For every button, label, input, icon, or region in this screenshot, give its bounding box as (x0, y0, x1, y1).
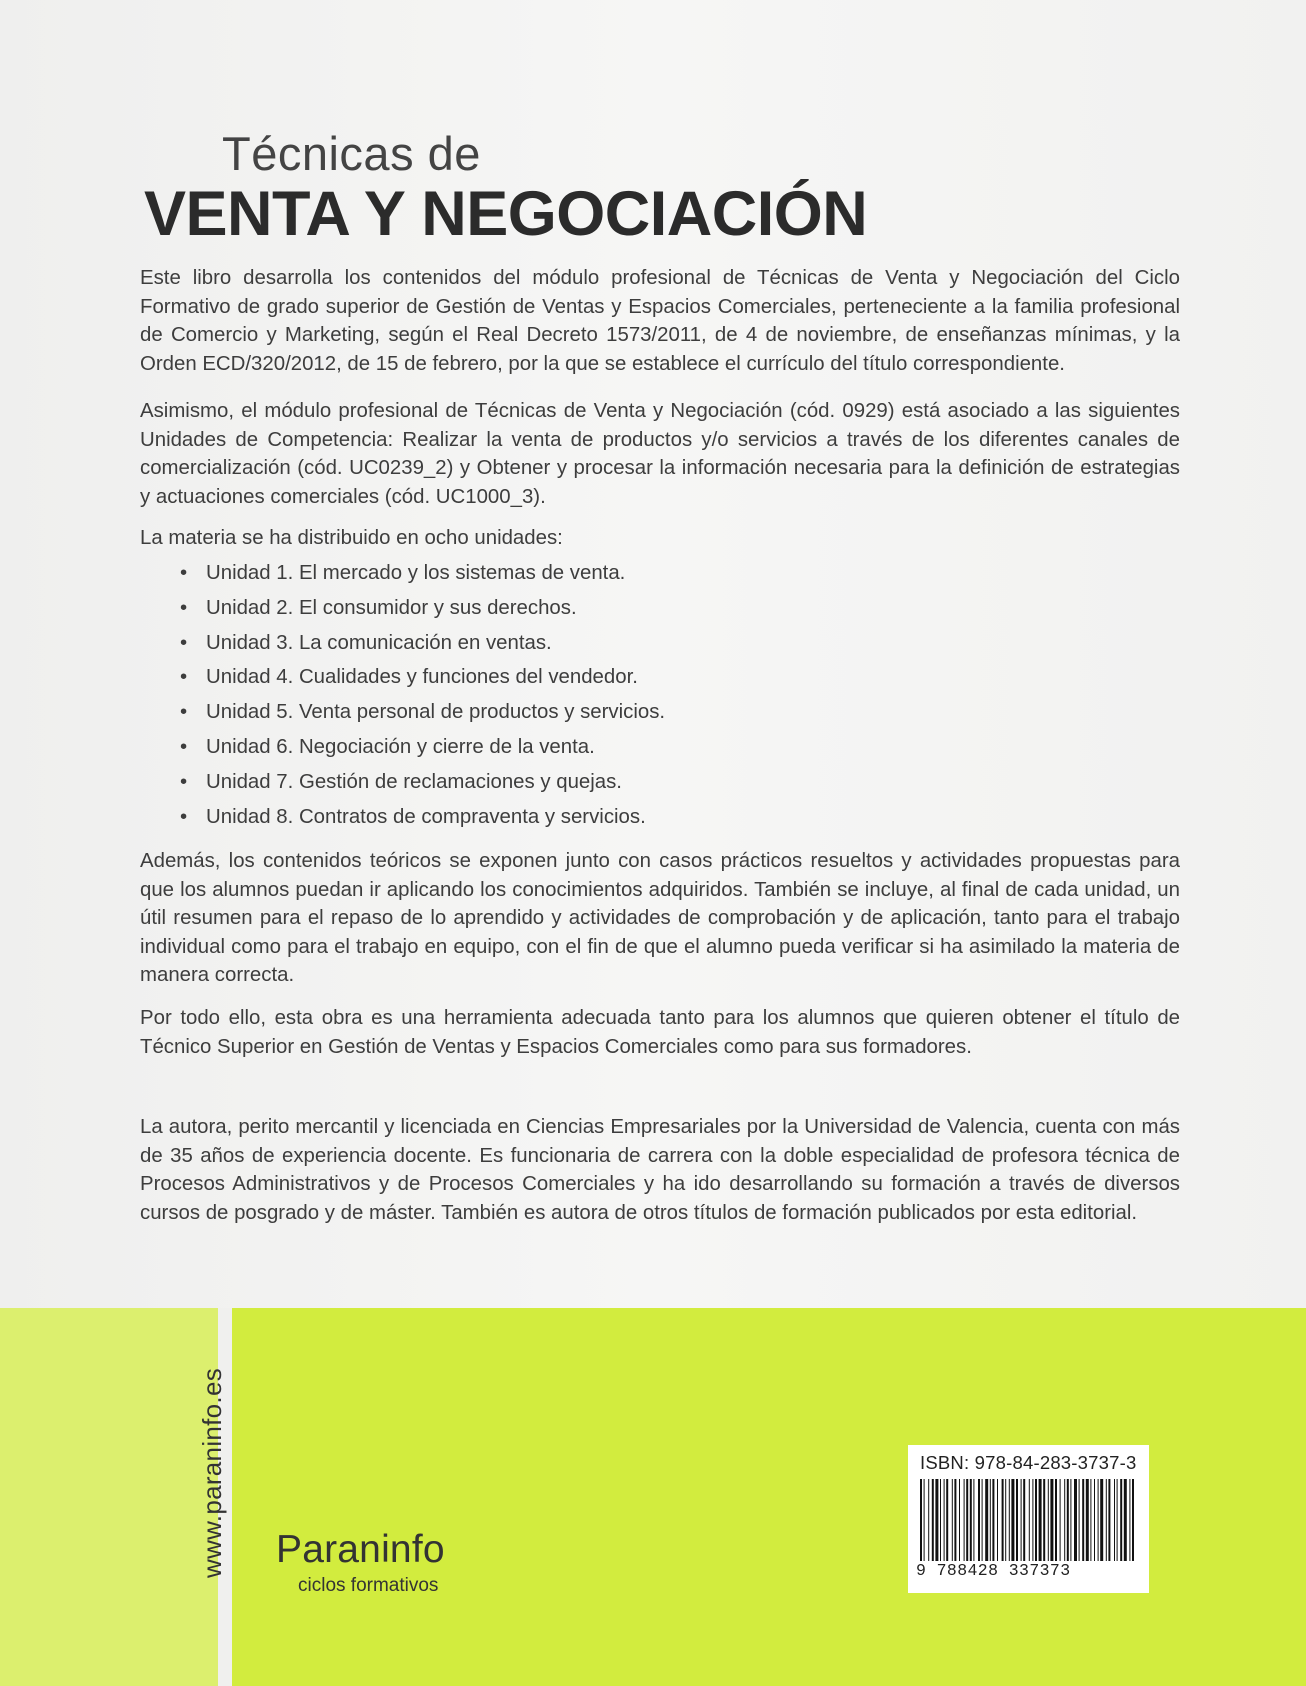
bullet-icon: • (180, 666, 188, 689)
competencias-paragraph: Asimismo, el módulo profesional de Técnicas de Venta y Negociación (cód. 0929) está asociado a las siguientes Unidades de Competencia: Realizar la venta de productos y/o servicios a través de los diferentes canales de comercialización (cód. UC0239_2) y Obtener y procesar la información necesaria para la definición de estrategias y actuaciones comerciales (cód. UC1000_3). (140, 400, 1180, 508)
isbn-label: ISBN: 978-84-283-3737-3 (920, 1452, 1137, 1473)
unit-label: Unidad 2. El consumidor y sus derechos. (206, 596, 577, 619)
isbn-barcode-box (908, 1445, 1149, 1593)
unit-label: Unidad 5. Venta personal de productos y servicios. (206, 701, 666, 724)
barcode-icon (920, 1479, 1136, 1561)
bullet-icon: • (180, 631, 188, 654)
title-line-1: Técnicas de (222, 127, 481, 180)
por-todo-paragraph: Por todo ello, esta obra es una herramienta adecuada tanto para los alumnos que quieren obtener el título de Técnico Superior en Gestión de Ventas y Espacios Comerciales como para sus formadores. (140, 1007, 1180, 1058)
title-line-2: VENTA Y NEGOCIACIÓN (144, 179, 868, 249)
unit-label: Unidad 7. Gestión de reclamaciones y quejas. (206, 770, 622, 793)
book-title (144, 127, 868, 249)
intro-paragraph: Este libro desarrolla los contenidos del módulo profesional de Técnicas de Venta y Negociación del Ciclo Formativo de grado superior de Gestión de Ventas y Espacios Comerciales, perteneciente a la familia profesional de Comercio y Marketing, según el Real Decreto 1573/2011, de 4 de noviembre, de enseñanzas mínimas, y la Orden ECD/320/2012, de 15 de febrero, por la que se establece el currículo del título correspondiente. (140, 267, 1180, 375)
bullet-icon: • (180, 770, 188, 793)
bullet-icon: • (180, 596, 188, 619)
barcode-digits: 9 788428 337373 (916, 1561, 1071, 1580)
unit-label: Unidad 3. La comunicación en ventas. (206, 631, 552, 654)
spine-green-band (0, 1308, 218, 1686)
publisher-name: Paraninfo (276, 1528, 445, 1571)
list-item (180, 556, 665, 591)
list-item (180, 730, 665, 765)
unit-label: Unidad 4. Cualidades y funciones del vendedor. (206, 666, 638, 689)
bullet-icon: • (180, 562, 188, 584)
publisher-logo (276, 1530, 445, 1597)
bullet-icon: • (180, 805, 188, 828)
list-item (180, 591, 665, 626)
author-paragraph: La autora, perito mercantil y licenciada en Ciencias Empresariales por la Universidad de Valencia, cuenta con más de 35 años de experiencia docente. Es funcionaria de carrera con la doble especialidad de profesora técnica de Procesos Administrativos y de Procesos Comerciales y ha ido desarrollando su formación a través de diversos cursos de posgrado y de máster. También es autora de otros títulos de formación publicados por esta editorial. (140, 1116, 1180, 1224)
unit-label: Unidad 8. Contratos de compraventa y servicios. (206, 805, 646, 828)
list-item (180, 695, 665, 730)
publisher-tagline: ciclos formativos (298, 1575, 439, 1596)
bullet-icon: • (180, 701, 188, 724)
units-list (180, 556, 665, 834)
website-url[interactable]: www.paraninfo.es (197, 1367, 227, 1578)
bullet-icon: • (180, 735, 188, 758)
list-item (180, 765, 665, 800)
materia-paragraph: La materia se ha distribuido en ocho unidades: (140, 527, 563, 549)
ademas-paragraph: Además, los contenidos teóricos se exponen junto con casos prácticos resueltos y actividades propuestas para que los alumnos puedan ir aplicando los conocimientos adquiridos. También se incluye, al final de cada unidad, un útil resumen para el repaso de lo aprendido y actividades de comprobación y de aplicación, tanto para el trabajo individual como para el trabajo en equipo, con el fin de que el alumno pueda verificar si ha asimilado la materia de manera correcta. (140, 850, 1180, 986)
unit-label: Unidad 6. Negociación y cierre de la venta. (206, 735, 595, 758)
list-item (180, 800, 665, 835)
list-item (180, 626, 665, 661)
list-item (180, 660, 665, 695)
unit-label: Unidad 1. El mercado y los sistemas de venta. (206, 562, 626, 584)
